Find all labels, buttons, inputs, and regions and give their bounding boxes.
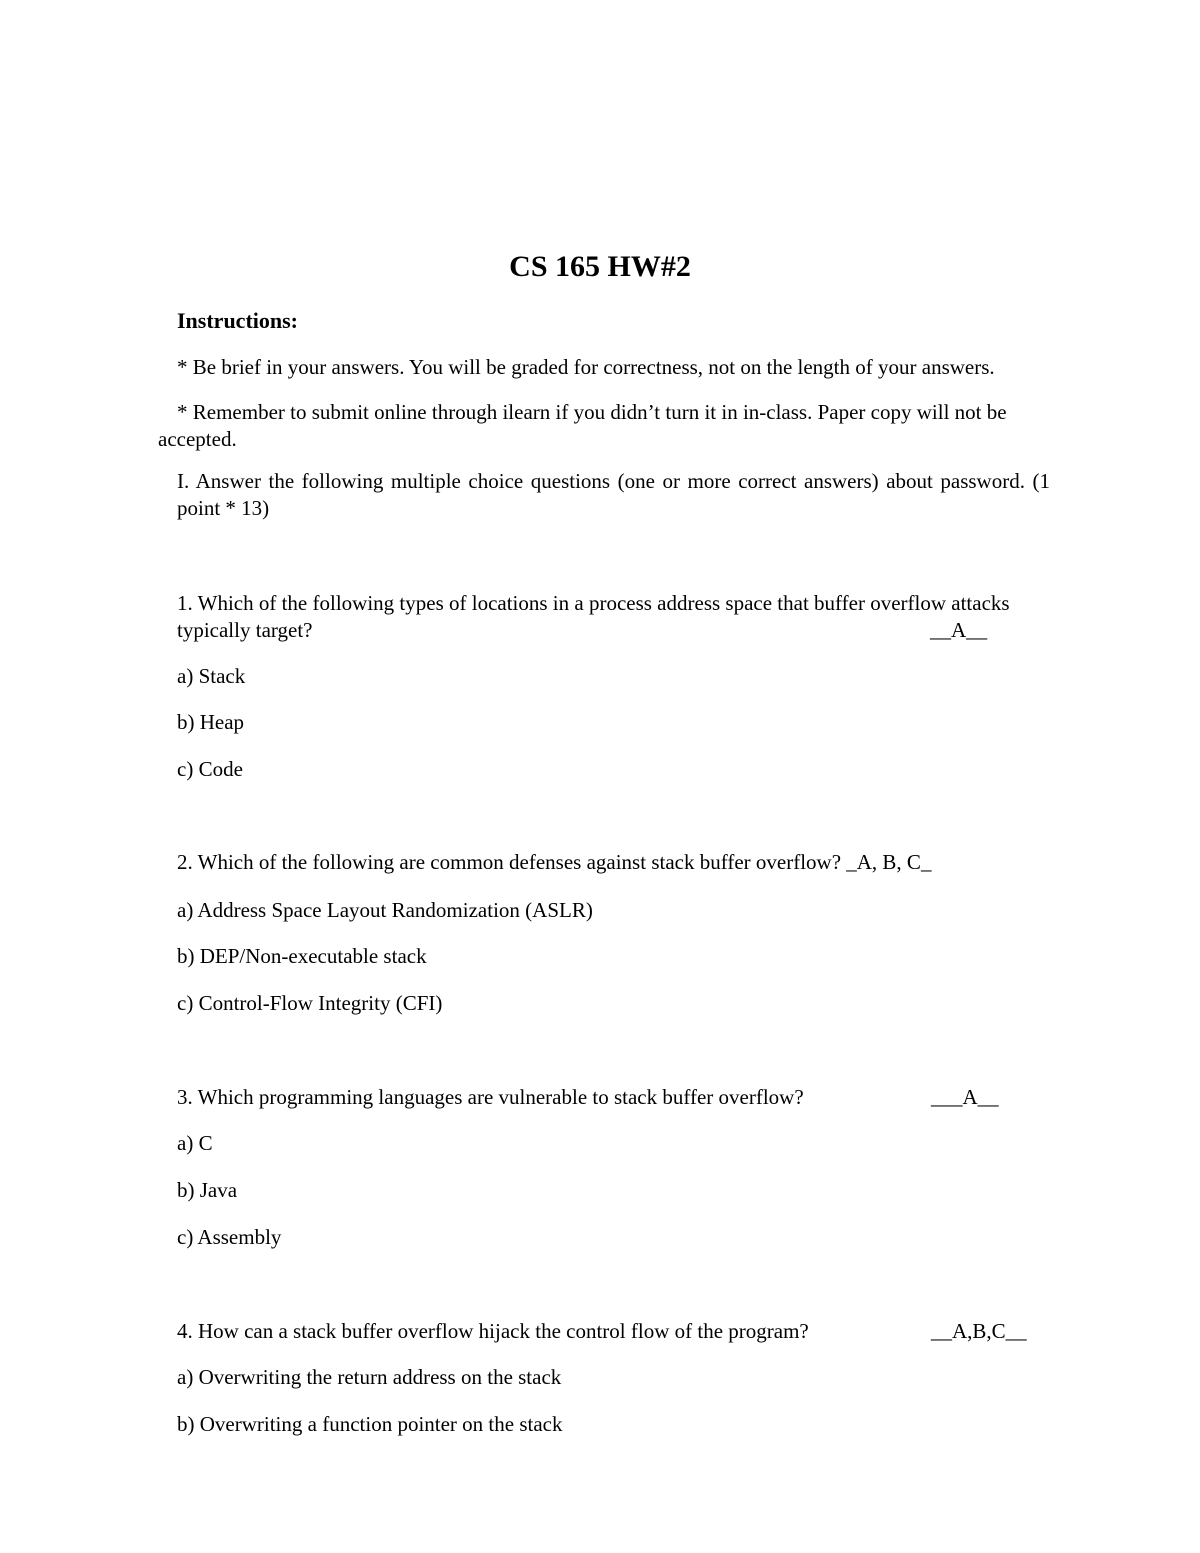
question-1-option-a: a) Stack bbox=[177, 664, 246, 688]
question-4-prompt: 4. How can a stack buffer overflow hijack the control flow of the program? bbox=[177, 1319, 809, 1343]
instructions-heading: Instructions: bbox=[177, 308, 299, 333]
question-3-option-b: b) Java bbox=[177, 1178, 238, 1202]
section-intro: I. Answer the following multiple choice questions (one or more correct answers) about password. (1 point * 13) bbox=[177, 469, 1050, 520]
instruction-line-1: * Be brief in your answers. You will be graded for correctness, not on the length of your answers. bbox=[177, 355, 995, 379]
question-3-option-c: c) Assembly bbox=[177, 1225, 282, 1249]
question-1-option-c: c) Code bbox=[177, 757, 243, 781]
question-3-option-a: a) C bbox=[177, 1131, 213, 1155]
question-4-option-b: b) Overwriting a function pointer on the stack bbox=[177, 1412, 563, 1436]
question-1-option-b: b) Heap bbox=[177, 710, 245, 734]
page-title: CS 165 HW#2 bbox=[509, 250, 691, 283]
question-4-option-a: a) Overwriting the return address on the stack bbox=[177, 1365, 562, 1389]
question-2-option-a: a) Address Space Layout Randomization (ASLR) bbox=[177, 898, 593, 922]
question-3-prompt: 3. Which programming languages are vulnerable to stack buffer overflow? bbox=[177, 1085, 804, 1109]
question-2-option-c: c) Control-Flow Integrity (CFI) bbox=[177, 991, 443, 1015]
question-2-prompt: 2. Which of the following are common defenses against stack buffer overflow? _A, B, C_ bbox=[177, 850, 932, 874]
question-4-answer: __A,B,C__ bbox=[931, 1319, 1027, 1343]
question-3-answer: ___A__ bbox=[931, 1085, 999, 1109]
question-1-prompt: 1. Which of the following types of locations in a process address space that buffer overflow attacks typically target? bbox=[177, 591, 1010, 642]
instruction-line-2: * Remember to submit online through ilearn if you didn’t turn it in in-class. Paper copy will not be accepted. bbox=[158, 400, 1007, 451]
question-1-answer: __A__ bbox=[930, 618, 988, 642]
question-2-option-b: b) DEP/Non-executable stack bbox=[177, 944, 427, 968]
